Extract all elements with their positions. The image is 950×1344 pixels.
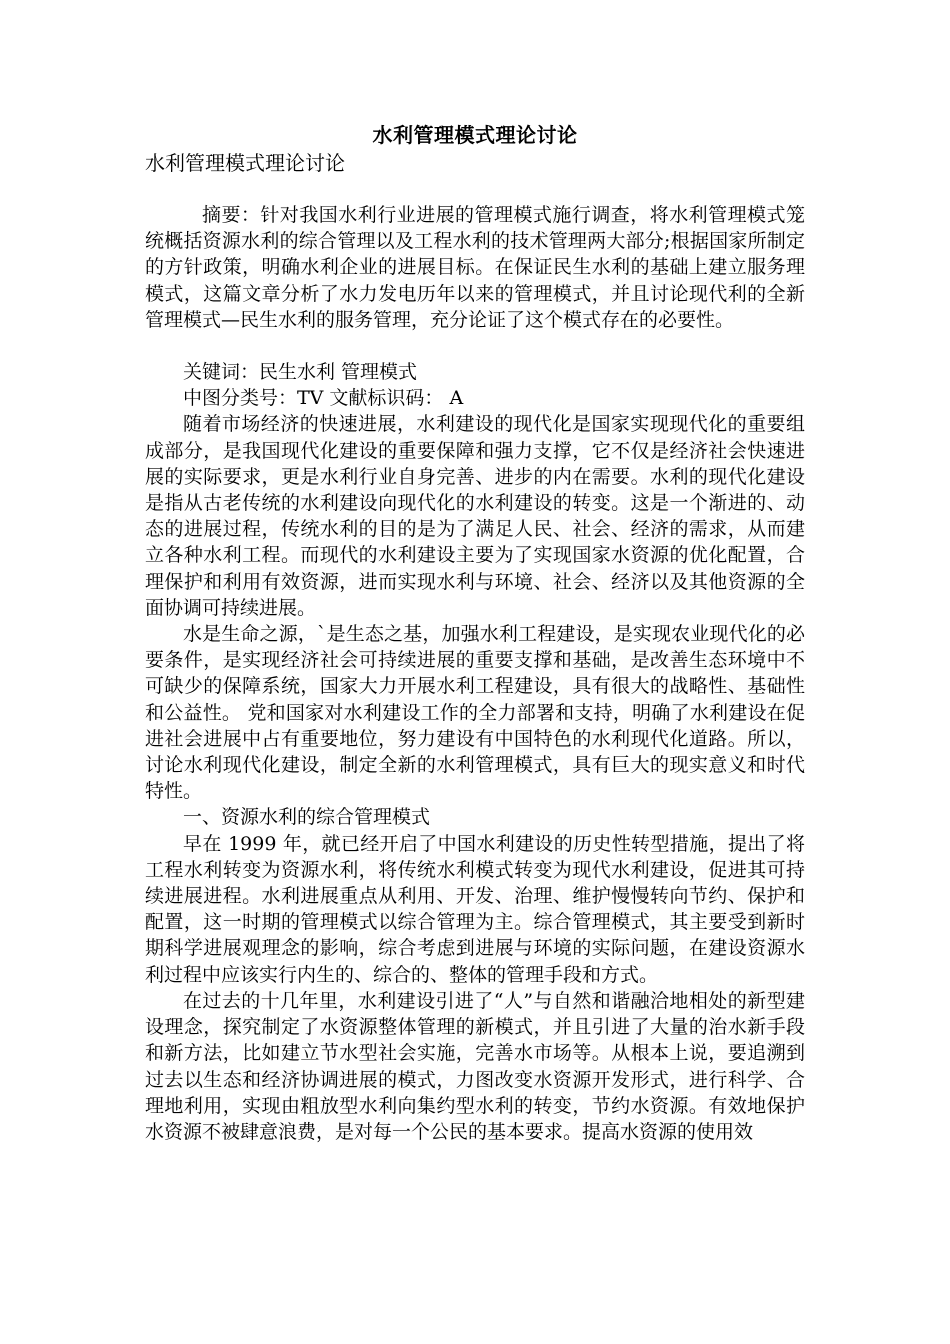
keywords-line: 关键词：民生水利 管理模式 xyxy=(183,361,418,384)
classification-line: 中图分类号：TV 文献标识码： A xyxy=(183,387,464,410)
blank-line xyxy=(145,176,805,202)
document-title: 水利管理模式理论讨论 xyxy=(372,123,578,147)
body-paragraph: 随着市场经济的快速进展，水利建设的现代化是国家实现现代化的重要组成部分，是我国现代化建设的重要保障和强力支撑，它不仅是经济社会快速进展的实际要求，更是水利行业自身完善、进步的内在需要。水利的现代化建设是指从古老传统的水利建设向现代化的水利建设的转变。这是一个渐进的、动态的进展过程，传统水利的目的是为了满足人民、社会、经济的需求，从而建立各种水利工程。而现代的水利建设主要为了实现国家水资源的优化配置，合理保护和利用有效资源，进而实现水利与环境、社会、经济以及其他资源的全面协调可持续进展。 xyxy=(145,413,805,619)
document-body xyxy=(145,120,805,1145)
blank-line xyxy=(145,333,805,359)
body-paragraph: 水是生命之源，`是生态之基，加强水利工程建设，是实现农业现代化的必要条件，是实现经济社会可持续进展的重要支撑和基础，是改善生态环境中不可缺少的保障系统，国家大力开展水利工程建设，具有很大的战略性、基础性和公益性。 党和国家对水利建设工作的全力部署和支持，明确了水利建设在促进社会进展中占有重要地位，努力建设有中国特色的水利现代化道路。所以，讨论水利现代化建设，制定全新的水利管理模式，具有巨大的现实意义和时代特性。 xyxy=(145,623,805,803)
section-heading: 一、资源水利的综合管理模式 xyxy=(183,806,431,829)
document-subtitle: 水利管理模式理论讨论 xyxy=(145,151,345,175)
section-paragraph: 在过去的十几年里，水利建设引进了“人”与自然和谐融洽地相处的新型建设理念，探究制定了水资源整体管理的新模式，并且引进了大量的治水新手段和新方法，比如建立节水型社会实施，完善水市场等。从根本上说，要追溯到过去以生态和经济协调进展的模式，力图改变水资源开发形式，进行科学、合理地利用，实现由粗放型水利向集约型水利的转变，节约水资源。有效地保护水资源不被肆意浪费，是对每一个公民的基本要求。提高水资源的使用效 xyxy=(145,989,805,1143)
abstract-paragraph: 摘要：针对我国水利行业进展的管理模式施行调查，将水利管理模式笼统概括资源水利的综合管理以及工程水利的技术管理两大部分;根据国家所制定的方针政策，明确水利企业的进展目标。在保证民生水利的基础上建立服务理模式，这篇文章分析了水力发电历年以来的管理模式，并且讨论现代利的全新管理模式—民生水利的服务管理，充分论证了这个模式存在的必要性。 xyxy=(145,204,805,331)
section-paragraph: 早在 1999 年，就已经开启了中国水利建设的历史性转型措施，提出了将工程水利转变为资源水利，将传统水利模式转变为现代水利建设，促进其可持续进展进程。水利进展重点从利用、开发、治理、维护慢慢转向节约、保护和配置，这一时期的管理模式以综合管理为主。综合管理模式，其主要受到新时期科学进展观理念的影响，综合考虑到进展与环境的实际问题，在建设资源水利过程中应该实行内生的、综合的、整体的管理手段和方式。 xyxy=(145,832,805,986)
